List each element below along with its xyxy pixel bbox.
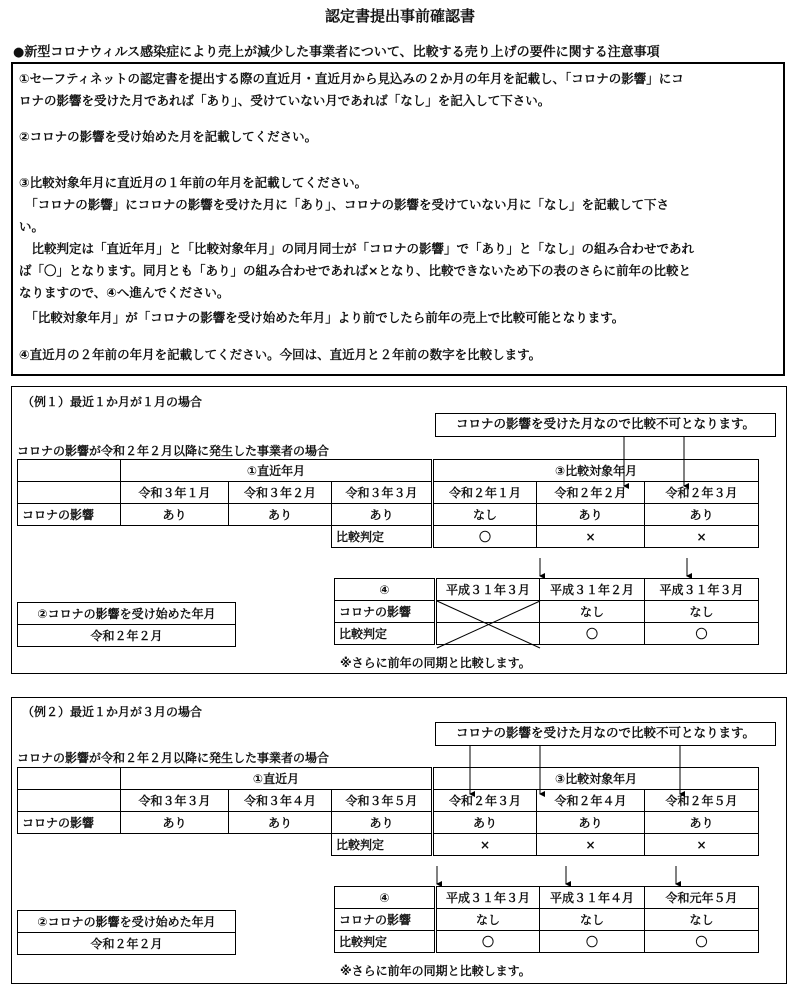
- recent-header: ①直近月: [121, 768, 433, 790]
- t4-month: 平成３１年３月: [436, 579, 540, 601]
- recent-month: 令和３年３月: [121, 790, 229, 812]
- example-1-footnote: ※さらに前年の同期と比較します。: [340, 656, 531, 670]
- example-1-start-table: [17, 602, 236, 647]
- t4-value: なし: [645, 909, 759, 931]
- note-line: 比較判定は「直近年月」と「比較対象年月」の同月同士が「コロナの影響」で「あり」と「なし」の組み合わせであれ: [19, 241, 695, 256]
- t4-judge: 〇: [645, 931, 759, 953]
- page-title: 認定書提出事前確認書: [324, 7, 475, 25]
- start-value: 令和２年２月: [18, 625, 236, 647]
- example-2-caption: （例２）最近１か月が３月の場合: [22, 705, 203, 719]
- t4-header: ④: [335, 579, 436, 601]
- compare-value: なし: [433, 504, 537, 526]
- judge-value: ×: [433, 834, 537, 856]
- compare-month: 令和２年４月: [537, 790, 645, 812]
- example-2-table-4: [334, 886, 759, 953]
- t4-value: なし: [645, 601, 759, 623]
- compare-month: 令和２年２月: [537, 482, 645, 504]
- t4-judge: [436, 623, 540, 645]
- start-value: 令和２年２月: [18, 933, 236, 955]
- example-1-callout: コロナの影響を受けた月なので比較不可となります。: [435, 413, 776, 437]
- compare-value: あり: [537, 504, 645, 526]
- compare-value: あり: [645, 504, 759, 526]
- compare-month: 令和２年３月: [433, 790, 537, 812]
- example-1-table-4: [334, 578, 759, 645]
- example-1-caption: （例１）最近１か月が１月の場合: [22, 395, 203, 409]
- start-label: ②コロナの影響を受け始めた年月: [18, 603, 236, 625]
- example-1-subcaption: コロナの影響が令和２年２月以降に発生した事業者の場合: [17, 444, 330, 458]
- row-label-corona: コロナの影響: [18, 504, 121, 526]
- compare-value: あり: [433, 812, 537, 834]
- t4-month: 平成３１年４月: [540, 887, 645, 909]
- example-1-main-table: [17, 459, 759, 548]
- compare-header: ③比較対象年月: [433, 460, 759, 482]
- judge-value: ×: [537, 526, 645, 548]
- recent-month: 令和３年４月: [229, 790, 332, 812]
- example-2-footnote: ※さらに前年の同期と比較します。: [340, 964, 531, 978]
- recent-value: あり: [332, 504, 433, 526]
- t4-value: なし: [436, 909, 540, 931]
- judge-value: ×: [645, 526, 759, 548]
- t4-judge: 〇: [436, 931, 540, 953]
- example-2-subcaption: コロナの影響が令和２年２月以降に発生した事業者の場合: [17, 751, 330, 765]
- t4-judge: 〇: [645, 623, 759, 645]
- t4-month: 平成３１年３月: [645, 579, 759, 601]
- example-2-start-table: [17, 910, 236, 955]
- judge-value: 〇: [433, 526, 537, 548]
- recent-month: 令和３年５月: [332, 790, 433, 812]
- t4-month: 平成３１年３月: [436, 887, 540, 909]
- t4-header: ④: [335, 887, 436, 909]
- example-2-main-table: [17, 767, 759, 856]
- t4-value: なし: [540, 909, 645, 931]
- judge-label: 比較判定: [332, 834, 433, 856]
- t4-row-label: コロナの影響: [335, 909, 436, 931]
- recent-value: あり: [121, 504, 229, 526]
- compare-value: あり: [537, 812, 645, 834]
- compare-value: あり: [645, 812, 759, 834]
- recent-month: 令和３年１月: [121, 482, 229, 504]
- recent-value: あり: [121, 812, 229, 834]
- note-line: ②コロナの影響を受け始めた月を記載してください。: [19, 129, 318, 144]
- recent-value: あり: [229, 504, 332, 526]
- t4-value: なし: [540, 601, 645, 623]
- note-line: い。: [19, 219, 45, 234]
- instructions-box: [11, 62, 785, 376]
- recent-value: あり: [229, 812, 332, 834]
- recent-month: 令和３年３月: [332, 482, 433, 504]
- note-line: ①セーフティネットの認定書を提出する際の直近月・直近月から見込みの２か月の年月を記載し、「コロナの影響」にコ: [19, 71, 684, 86]
- t4-row-label: コロナの影響: [335, 601, 436, 623]
- compare-month: 令和２年１月: [433, 482, 537, 504]
- recent-value: あり: [332, 812, 433, 834]
- note-line: 「コロナの影響」にコロナの影響を受けた月に「あり」、コロナの影響を受けていない月に「なし」を記載して下さ: [19, 197, 670, 212]
- judge-label: 比較判定: [332, 526, 433, 548]
- note-line: なりますので、④へ進んでください。: [19, 285, 230, 300]
- t4-month: 令和元年５月: [645, 887, 759, 909]
- note-line: ば「〇」となります。同月とも「あり」の組み合わせであれば×となり、比較できないため下の表のさらに前年の比較と: [19, 263, 691, 278]
- compare-month: 令和２年３月: [645, 482, 759, 504]
- t4-judge: 〇: [540, 623, 645, 645]
- recent-header: ①直近年月: [121, 460, 433, 482]
- t4-judge-label: 比較判定: [335, 931, 436, 953]
- section-heading: ●新型コロナウィルス感染症により売上が減少した事業者について、比較する売り上げの要件に関する注意事項: [13, 45, 660, 60]
- t4-judge: 〇: [540, 931, 645, 953]
- compare-month: 令和２年５月: [645, 790, 759, 812]
- t4-judge-label: 比較判定: [335, 623, 436, 645]
- t4-month: 平成３１年２月: [540, 579, 645, 601]
- judge-value: ×: [645, 834, 759, 856]
- compare-header: ③比較対象年月: [433, 768, 759, 790]
- example-2-callout: コロナの影響を受けた月なので比較不可となります。: [435, 722, 776, 746]
- note-line: 「比較対象年月」が「コロナの影響を受け始めた年月」より前でしたら前年の売上で比較可能となります。: [19, 310, 625, 325]
- recent-month: 令和３年２月: [229, 482, 332, 504]
- start-label: ②コロナの影響を受け始めた年月: [18, 911, 236, 933]
- note-line: ロナの影響を受けた月であれば「あり」、受けていない月であれば「なし」を記入して下さい。: [19, 93, 551, 108]
- note-line: ③比較対象年月に直近月の１年前の年月を記載してください。: [19, 175, 368, 190]
- judge-value: ×: [537, 834, 645, 856]
- row-label-corona: コロナの影響: [18, 812, 121, 834]
- t4-value: [436, 601, 540, 623]
- note-line: ④直近月の２年前の年月を記載してください。今回は、直近月と２年前の数字を比較します。: [19, 347, 542, 362]
